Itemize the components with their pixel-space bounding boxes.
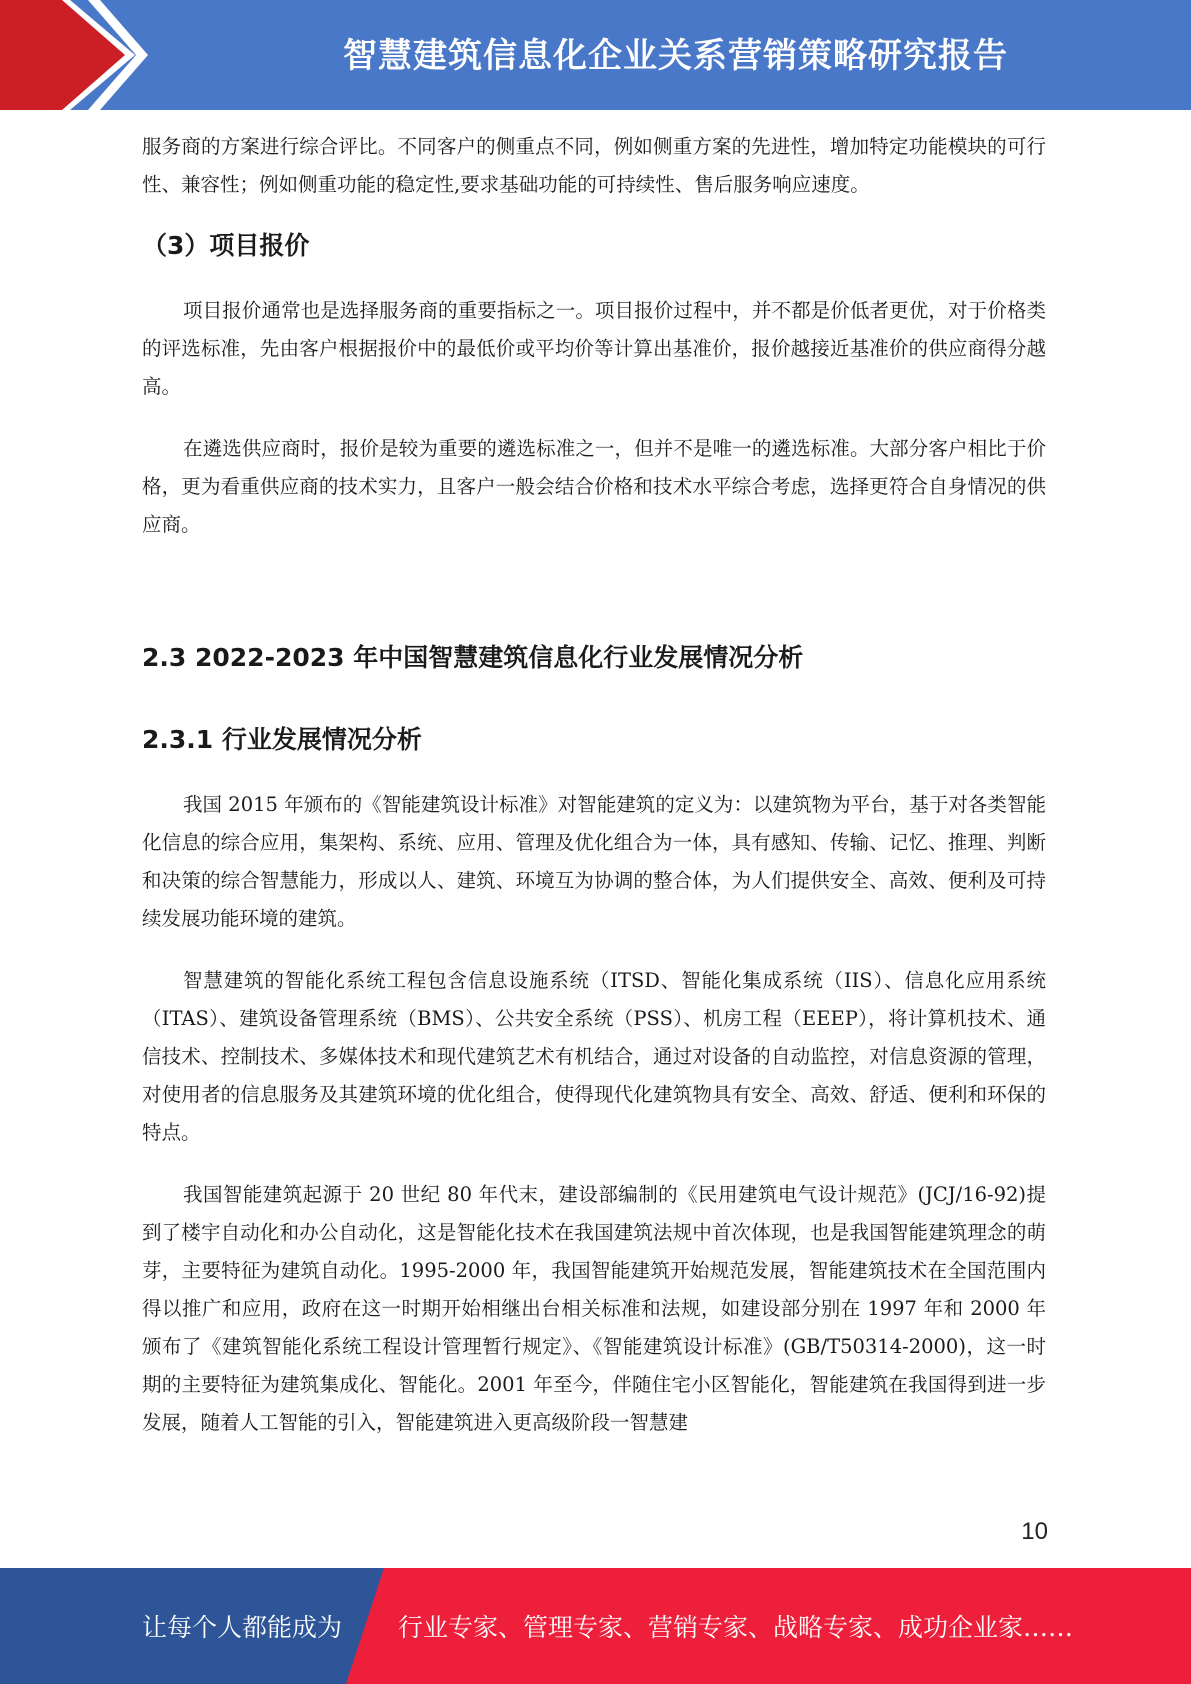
subheading-project-quote: （3）项目报价 [142, 231, 310, 260]
dev-paragraph-1: 我国 2015 年颁布的《智能建筑设计标准》对智能建筑的定义为：以建筑物为平台，基于对各类智能化信息的综合应用，集架构、系统、应用、管理及优化组合为一体，具有感知、传输、记忆、推理、判断和决策的综合智慧能力，形成以人、建筑、环境互为协调的整合体，为人们提供安全、高效、便利及可持续发展功能环境的建筑。 [142, 793, 1046, 930]
footer-slogan-left: 让每个人都能成为 [142, 1613, 343, 1642]
intro-paragraph: 服务商的方案进行综合评比。不同客户的侧重点不同，例如侧重方案的先进性，增加特定功能模块的可行性、兼容性；例如侧重功能的稳定性,要求基础功能的可持续性、售后服务响应速度。 [142, 135, 1046, 196]
page-number: 10 [1021, 1518, 1048, 1545]
quote-paragraph-1: 项目报价通常也是选择服务商的重要指标之一。项目报价过程中，并不都是价低者更优，对于价格类的评选标准，先由客户根据报价中的最低价或平均价等计算出基准价，报价越接近基准价的供应商得分越高。 [142, 299, 1046, 398]
quote-paragraph-2: 在遴选供应商时，报价是较为重要的遴选标准之一，但并不是唯一的遴选标准。大部分客户相比于价格，更为看重供应商的技术实力，且客户一般会结合价格和技术水平综合考虑，选择更符合自身情况的供应商。 [142, 437, 1046, 536]
document-body [142, 128, 1046, 1442]
section-heading: 2.3 2022-2023 年中国智慧建筑信息化行业发展情况分析 [142, 643, 804, 672]
page-header [0, 0, 1191, 110]
dev-paragraph-2: 智慧建筑的智能化系统工程包含信息设施系统（ITSD、智能化集成系统（IIS）、信息化应用系统（ITAS）、建筑设备管理系统（BMS）、公共安全系统（PSS）、机房工程（EEEP），将计算机技术、通信技术、控制技术、多媒体技术和现代建筑艺术有机结合，通过对设备的自动监控，对信息资源的管理，对使用者的信息服务及其建筑环境的优化组合，使得现代化建筑物具有安全、高效、舒适、便利和环保的特点。 [142, 969, 1046, 1144]
page-footer [0, 1568, 1191, 1684]
footer-slogan-right: 行业专家、管理专家、营销专家、战略专家、成功企业家…… [398, 1613, 1074, 1642]
subsection-heading: 2.3.1 行业发展情况分析 [142, 725, 422, 754]
report-title: 智慧建筑信息化企业关系营销策略研究报告 [343, 36, 1008, 76]
dev-paragraph-3: 我国智能建筑起源于 20 世纪 80 年代末，建设部编制的《民用建筑电气设计规范》(JCJ/16-92)提到了楼宇自动化和办公自动化，这是智能化技术在我国建筑法规中首次体现，也是我国智能建筑理念的萌芽，主要特征为建筑自动化。1995-2000 年，我国智能建筑开始规范发展，智能建筑技术在全国范围内得以推广和应用，政府在这一时期开始相继出台相关标准和法规，如建设部分别在 1997 年和 2000 年颁布了《建筑智能化系统工程设计管理暂行规定》、《智能建筑设计标准》(GB/T50314-2000)，这一时期的主要特征为建筑集成化、智能化。2001 年至今，伴随住宅小区智能化，智能建筑在我国得到进一步发展，随着人工智能的引入，智能建筑进入更高级阶段一智慧建 [142, 1183, 1046, 1434]
